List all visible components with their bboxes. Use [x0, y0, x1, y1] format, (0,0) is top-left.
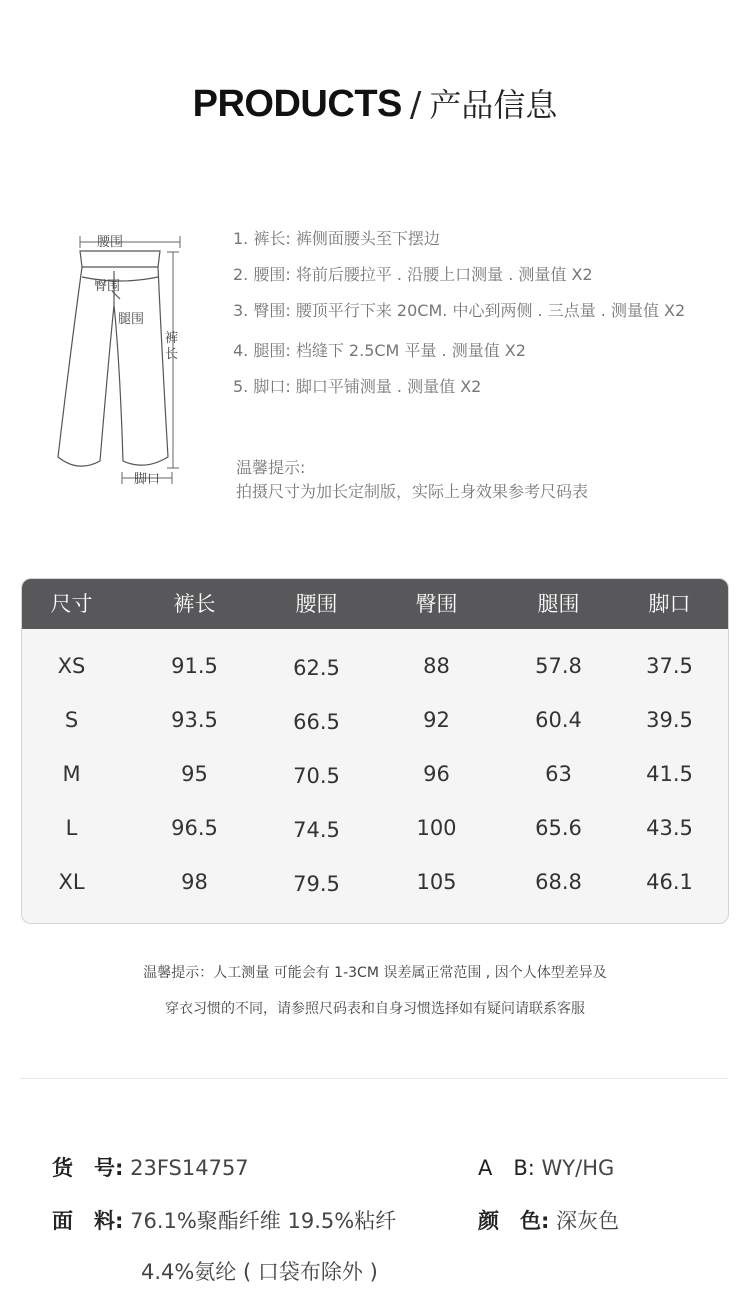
title-cn: 产品信息 [429, 86, 558, 124]
table-cell: 92 [423, 708, 450, 732]
header-cell-hem: 脚口 [648, 592, 691, 616]
table-row [22, 751, 728, 805]
table-cell: 96.5 [171, 816, 218, 840]
table-row [22, 643, 728, 697]
title-separator: / [409, 85, 422, 125]
diagram-hip-label: 臀围 [94, 279, 121, 294]
table-cell: 62.5 [293, 656, 340, 680]
table-cell: 95 [181, 762, 208, 786]
table-cell: 37.5 [646, 654, 693, 678]
table-cell: 46.1 [646, 870, 693, 894]
table-row [22, 859, 728, 913]
ab-label: A B: [478, 1156, 535, 1180]
table-cell: XL [58, 870, 85, 894]
table-cell: 98 [181, 870, 208, 894]
measure-row: 3. 臀围: 腰顶平行下来 20CM. 中心到两侧 . 三点量 . 测量值 X2 [233, 301, 686, 320]
table-row [22, 805, 728, 859]
table-cell: 60.4 [535, 708, 582, 732]
table-cell: 100 [416, 816, 457, 840]
diagram-waist-label: 腰围 [97, 235, 124, 250]
table-cell: 43.5 [646, 816, 693, 840]
table-cell: 96 [423, 762, 450, 786]
section-divider [20, 1078, 728, 1079]
table-cell: 88 [423, 654, 450, 678]
header-cell-length: 裤长 [173, 592, 216, 616]
size-table [21, 578, 729, 924]
table-cell: 57.8 [535, 654, 582, 678]
table-cell: 74.5 [293, 818, 340, 842]
pants-diagram [50, 225, 200, 495]
color-label: 颜 色: [478, 1209, 550, 1233]
table-cell: 63 [545, 762, 572, 786]
table-cell: 66.5 [293, 710, 340, 734]
table-cell: 70.5 [293, 764, 340, 788]
size-table-header [22, 579, 728, 629]
sku-label: 货 号: [52, 1156, 124, 1180]
table-cell: M [62, 762, 81, 786]
header-cell-size: 尺寸 [50, 592, 93, 616]
sku-info [52, 1152, 249, 1182]
table-cell: 41.5 [646, 762, 693, 786]
table-cell: 79.5 [293, 872, 340, 896]
measure-row: 4. 腿围: 档缝下 2.5CM 平量 . 测量值 X2 [233, 341, 526, 360]
measure-row: 2. 腰围: 将前后腰拉平 . 沿腰上口测量 . 测量值 X2 [233, 265, 593, 284]
header-cell-waist: 腰围 [295, 592, 338, 616]
table-cell: XS [57, 654, 86, 678]
header-cell-hip: 臀围 [415, 592, 458, 616]
header-cell-thigh: 腿围 [537, 592, 580, 616]
ab-info [478, 1152, 614, 1182]
diagram-thigh-label: 腿围 [118, 312, 145, 327]
table-cell: 65.6 [535, 816, 582, 840]
table-cell: 93.5 [171, 708, 218, 732]
title-en: PRODUCTS [192, 83, 402, 125]
table-cell: 39.5 [646, 708, 693, 732]
color-value: 深灰色 [556, 1209, 620, 1233]
measurement-tip-line2: 穿衣习惯的不同，请参照尺码表和自身习惯选择如有疑问请联系客服 [165, 1001, 585, 1017]
table-cell: 91.5 [171, 654, 218, 678]
table-cell: L [65, 816, 78, 840]
diagram-length-label-top: 裤 [165, 331, 179, 346]
fabric-value-line2: 4.4%氨纶 ( 口袋布除外 ) [141, 1260, 378, 1284]
fabric-info [52, 1205, 396, 1235]
measurement-tip-line1: 温馨提示：人工测量 可能会有 1-3CM 误差属正常范围 , 因个人体型差异及 [143, 965, 607, 981]
fabric-label: 面 料: [52, 1209, 124, 1233]
fabric-value: 76.1%聚酯纤维 19.5%粘纤 [130, 1209, 397, 1233]
measure-row: 5. 脚口: 脚口平铺测量 . 测量值 X2 [233, 377, 482, 396]
sku-value: 23FS14757 [130, 1156, 249, 1180]
diagram-hem-label: 脚口 [134, 472, 161, 487]
table-cell: S [64, 708, 79, 732]
table-cell: 105 [416, 870, 457, 894]
table-cell: 68.8 [535, 870, 582, 894]
size-table-body [22, 629, 728, 913]
table-row [22, 697, 728, 751]
measure-row: 1. 裤长: 裤侧面腰头至下摆边 [233, 229, 440, 248]
photo-size-tip: 温馨提示: 拍摄尺寸为加长定制版，实际上身效果参考尺码表 [236, 458, 589, 501]
page-title [0, 80, 750, 126]
diagram-length-label-bottom: 长 [165, 347, 179, 362]
ab-value: WY/HG [541, 1156, 615, 1180]
color-info [478, 1205, 619, 1235]
